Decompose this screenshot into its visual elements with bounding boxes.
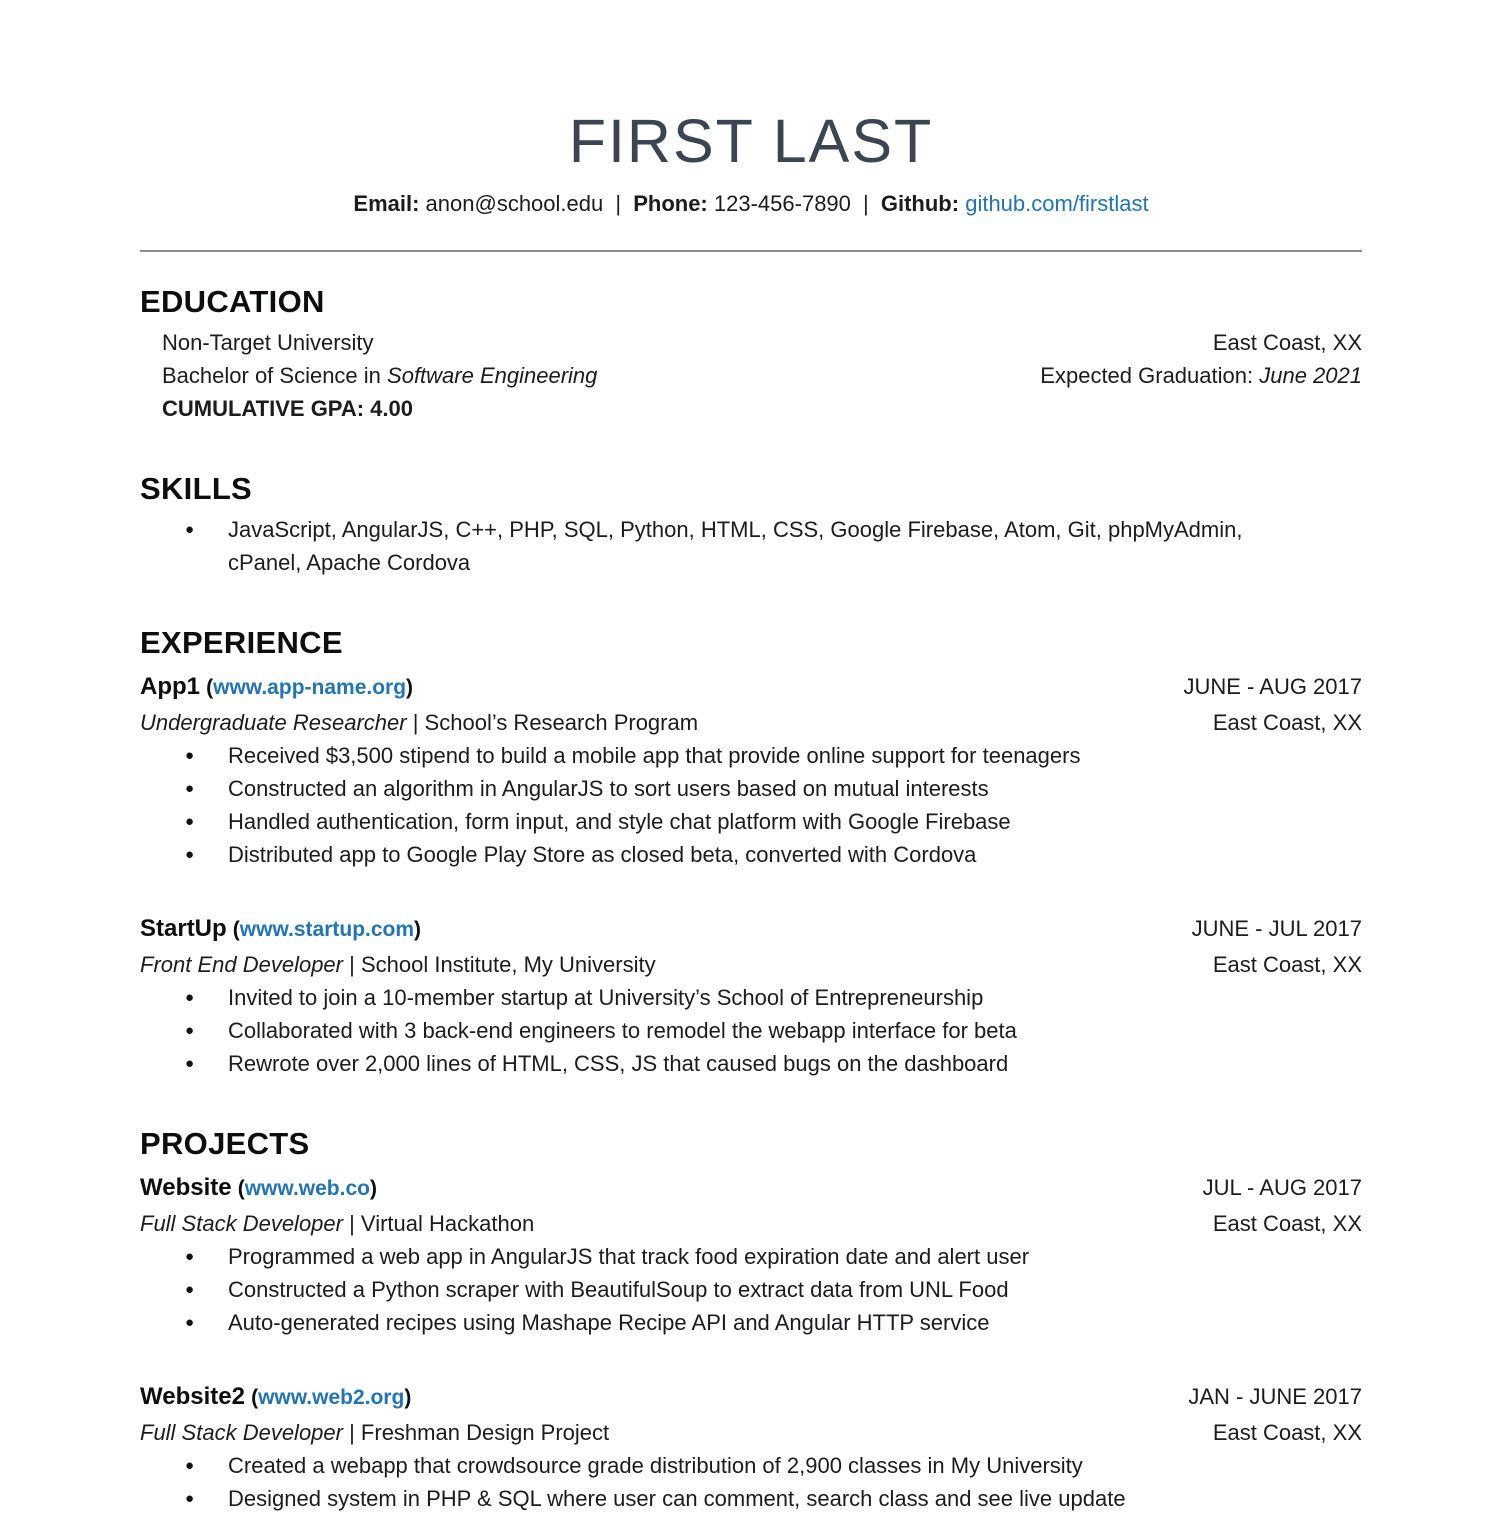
bullet-text: Received $3,500 stipend to build a mobile app that provide online support for teenagers	[228, 743, 1081, 768]
entry-dates: JUL - AUG 2017	[1202, 1175, 1362, 1200]
bullet-icon: ●	[185, 989, 195, 1006]
bullet-icon: ●	[185, 1281, 195, 1298]
entry-location: East Coast, XX	[1212, 952, 1362, 977]
close-paren: )	[404, 1386, 412, 1409]
bullet-list	[140, 739, 1362, 871]
bullet-text: Constructed an algorithm in AngularJS to sort users based on mutual interests	[228, 776, 989, 801]
project-entry	[140, 1170, 1362, 1339]
company-name: StartUp	[140, 915, 227, 942]
bullet-icon: ●	[185, 521, 195, 538]
experience-entry	[140, 911, 1362, 1080]
section-title-skills: SKILLS	[140, 471, 253, 506]
entry-title	[140, 1379, 411, 1416]
role-line	[140, 1416, 609, 1449]
list-item	[185, 805, 1362, 838]
graduation-line	[1040, 359, 1362, 392]
graduation-value: June 2021	[1259, 363, 1362, 388]
entry-subheader	[140, 948, 1362, 981]
role: Undergraduate Researcher	[140, 710, 407, 735]
list-item	[185, 838, 1362, 871]
company-name: App1	[140, 673, 200, 700]
bullet-text: Programmed a web app in AngularJS that track food expiration date and alert user	[228, 1244, 1030, 1269]
github-label: Github:	[880, 191, 960, 216]
project-entry	[140, 1379, 1362, 1515]
entry-header	[140, 911, 1362, 948]
project-name: Website	[140, 1174, 232, 1201]
bullet-icon: ●	[185, 1248, 195, 1265]
close-paren: )	[369, 1177, 377, 1200]
bullet-icon: ●	[185, 846, 195, 863]
bullet-list	[140, 1240, 1362, 1339]
bullet-icon: ●	[185, 813, 195, 830]
list-item	[185, 1240, 1362, 1273]
separator: |	[863, 191, 869, 216]
degree-line	[162, 359, 597, 392]
open-paren: (	[206, 676, 214, 699]
skills-section	[140, 469, 1362, 579]
role: Full Stack Developer	[140, 1420, 343, 1445]
bullet-text: Handled authentication, form input, and style chat platform with Google Firebase	[228, 809, 1011, 834]
project-name: Website2	[140, 1383, 245, 1410]
entry-title	[140, 911, 421, 948]
entry-header	[140, 669, 1362, 706]
affiliation: | Freshman Design Project	[349, 1420, 610, 1445]
role: Full Stack Developer	[140, 1211, 343, 1236]
bullet-icon: ●	[185, 780, 195, 797]
education-section	[140, 282, 1362, 425]
school-location: East Coast, XX	[1212, 330, 1362, 355]
list-item	[185, 1306, 1362, 1339]
email-label: Email:	[353, 191, 420, 216]
open-paren: (	[251, 1386, 259, 1409]
list-item	[185, 981, 1362, 1014]
bullet-icon: ●	[185, 1022, 195, 1039]
bullet-text: Collaborated with 3 back-end engineers to remodel the webapp interface for beta	[228, 1018, 1017, 1043]
education-row	[162, 359, 1362, 392]
entry-title	[140, 669, 413, 706]
entry-dates: JAN - JUNE 2017	[1188, 1384, 1362, 1409]
list-item	[185, 513, 1362, 579]
entry-header	[140, 1170, 1362, 1207]
section-title-education: EDUCATION	[140, 284, 325, 319]
entry-subheader	[140, 1416, 1362, 1449]
entry-header	[140, 1379, 1362, 1416]
school-name: Non-Target University	[162, 330, 374, 355]
phone-label: Phone:	[633, 191, 708, 216]
entry-subheader	[140, 706, 1362, 739]
close-paren: )	[406, 676, 414, 699]
graduation-label: Expected Graduation:	[1040, 363, 1254, 388]
email-value: anon@school.edu	[425, 191, 604, 216]
project-link[interactable]: www.web2.org	[258, 1386, 405, 1409]
entry-location: East Coast, XX	[1212, 1420, 1362, 1445]
separator: |	[615, 191, 622, 216]
projects-section	[140, 1124, 1362, 1515]
experience-entry	[140, 669, 1362, 871]
section-title-experience: EXPERIENCE	[140, 625, 343, 660]
bullet-text: Auto-generated recipes using Mashape Recipe API and Angular HTTP service	[228, 1310, 990, 1335]
list-item	[185, 739, 1362, 772]
entry-dates: JUNE - AUG 2017	[1183, 674, 1362, 699]
degree-major: Software Engineering	[387, 363, 598, 388]
bullet-text: Distributed app to Google Play Store as closed beta, converted with Cordova	[228, 842, 977, 867]
education-row	[162, 392, 1362, 425]
header-divider	[140, 250, 1362, 252]
skills-list	[140, 513, 1362, 579]
list-item	[185, 1047, 1362, 1080]
section-title-projects: PROJECTS	[140, 1126, 310, 1161]
company-link[interactable]: www.startup.com	[239, 918, 415, 941]
role-line	[140, 1207, 534, 1240]
entry-location: East Coast, XX	[1212, 1211, 1362, 1236]
bullet-icon: ●	[185, 747, 195, 764]
open-paren: (	[232, 918, 240, 941]
education-details	[140, 326, 1362, 425]
entry-title	[140, 1170, 377, 1207]
bullet-icon: ●	[185, 1055, 195, 1072]
gpa-line: CUMULATIVE GPA: 4.00	[162, 396, 413, 421]
role-line	[140, 948, 656, 981]
bullet-text: Rewrote over 2,000 lines of HTML, CSS, JS that caused bugs on the dashboard	[228, 1051, 1009, 1076]
bullet-icon: ●	[185, 1314, 195, 1331]
role: Front End Developer	[140, 952, 343, 977]
skill-text: JavaScript, AngularJS, C++, PHP, SQL, Python, HTML, CSS, Google Firebase, Atom, Git, phpMyAdmin, cPanel, Apache Cordova	[228, 517, 1243, 575]
close-paren: )	[414, 918, 422, 941]
list-item	[185, 1273, 1362, 1306]
bullet-list	[140, 981, 1362, 1080]
affiliation: | Virtual Hackathon	[349, 1211, 535, 1236]
phone-value: 123-456-7890	[713, 191, 851, 216]
github-link[interactable]: github.com/firstlast	[965, 191, 1149, 216]
degree-prefix: Bachelor of Science in	[162, 363, 381, 388]
entry-dates: JUNE - JUL 2017	[1191, 916, 1362, 941]
education-row	[162, 326, 1362, 359]
affiliation: | School’s Research Program	[412, 710, 699, 735]
experience-section	[140, 623, 1362, 1080]
entry-subheader	[140, 1207, 1362, 1240]
list-item	[185, 1014, 1362, 1047]
bullet-icon: ●	[185, 1457, 195, 1474]
affiliation: | School Institute, My University	[349, 952, 656, 977]
bullet-icon: ●	[185, 1490, 195, 1507]
list-item	[185, 1482, 1362, 1515]
contact-line	[140, 187, 1362, 220]
bullet-list	[140, 1449, 1362, 1515]
role-line	[140, 706, 698, 739]
list-item	[185, 1449, 1362, 1482]
bullet-text: Constructed a Python scraper with BeautifulSoup to extract data from UNL Food	[228, 1277, 1009, 1302]
project-link[interactable]: www.web.co	[244, 1177, 370, 1200]
company-link[interactable]: www.app-name.org	[213, 676, 407, 699]
open-paren: (	[237, 1177, 245, 1200]
page-title: FIRST LAST	[568, 107, 934, 175]
bullet-text: Invited to join a 10-member startup at University’s School of Entrepreneurship	[228, 985, 984, 1010]
list-item	[185, 772, 1362, 805]
bullet-text: Designed system in PHP & SQL where user can comment, search class and see live update	[228, 1486, 1126, 1511]
entry-location: East Coast, XX	[1212, 710, 1362, 735]
bullet-text: Created a webapp that crowdsource grade distribution of 2,900 classes in My University	[228, 1453, 1083, 1478]
